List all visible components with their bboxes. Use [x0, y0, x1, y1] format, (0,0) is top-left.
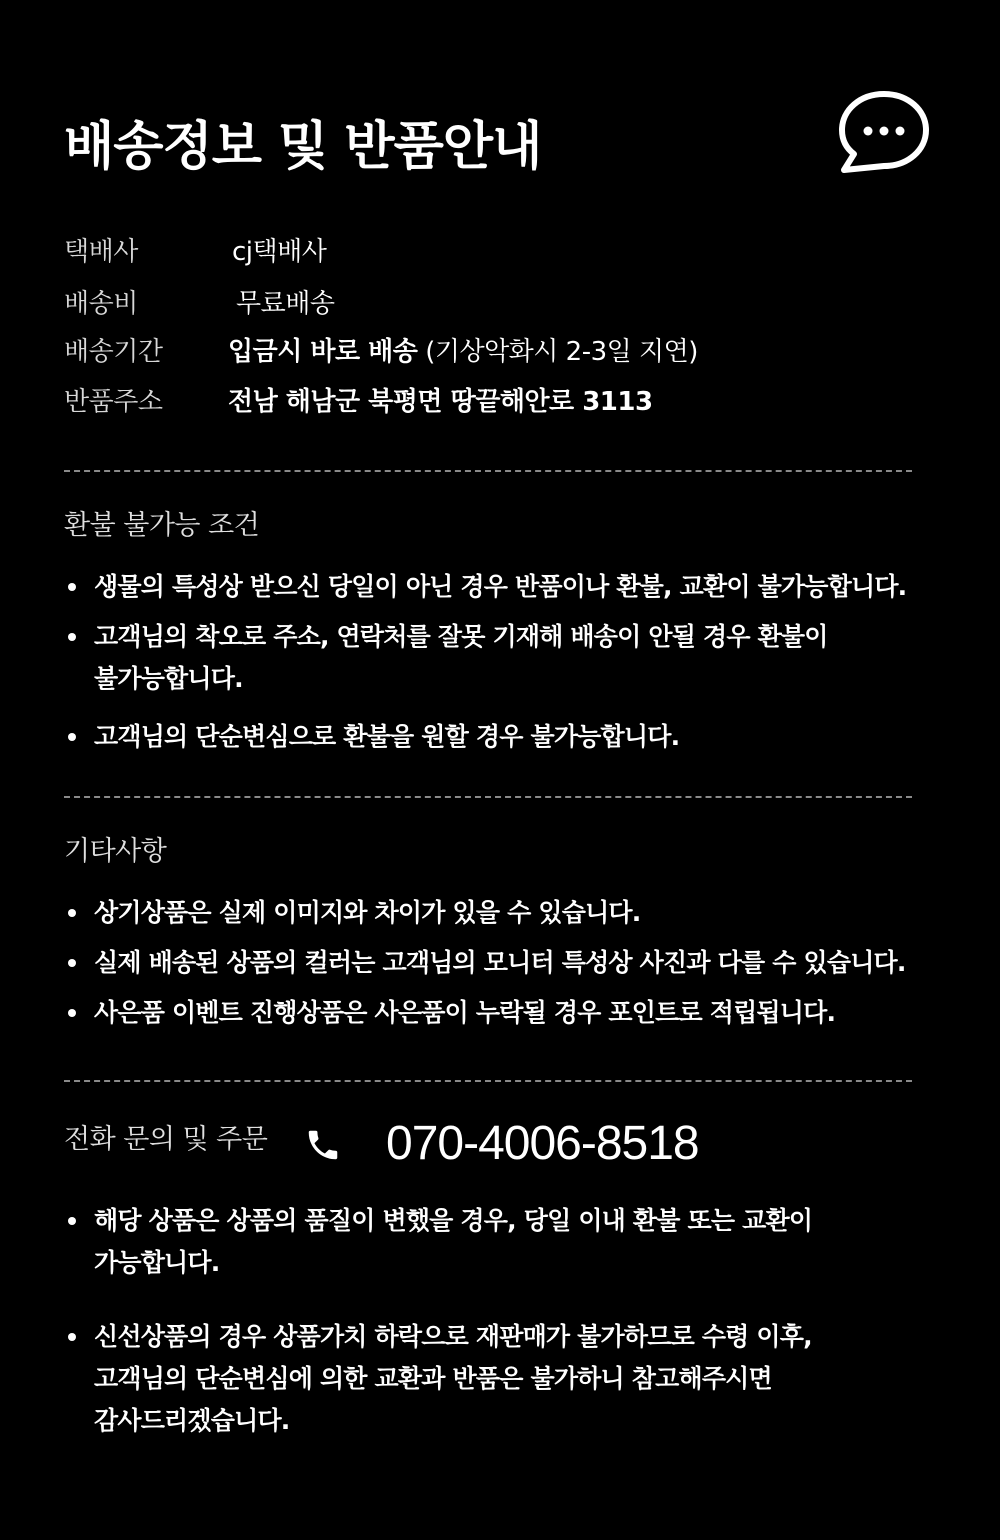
misc-title: 기타사항 — [64, 836, 167, 867]
period-value-note: (기상악화시 2-3일 지연) — [425, 337, 698, 367]
return-address-value: 전남 해남군 북평면 땅끝해안로 3113 — [228, 387, 653, 417]
list-item: 고객님의 단순변심으로 환불을 원할 경우 불가능합니다. — [64, 716, 964, 758]
list-item: 생물의 특성상 받으신 당일이 아닌 경우 반품이나 환불, 교환이 불가능합니다. — [64, 566, 964, 608]
bullet-icon — [68, 909, 76, 917]
list-item: 해당 상품은 상품의 품질이 변했을 경우, 당일 이내 환불 또는 교환이 가능합니다. — [64, 1200, 964, 1284]
refund-conditions-title: 환불 불가능 조건 — [64, 510, 260, 541]
list-item: 고객님의 착오로 주소, 연락처를 잘못 기재해 배송이 안될 경우 환불이 불가능합니다. — [64, 616, 964, 700]
fee-value: 무료배송 — [236, 289, 335, 319]
bullet-icon — [68, 733, 76, 741]
phone-row — [64, 1118, 924, 1178]
period-value — [228, 334, 698, 370]
divider — [64, 1080, 912, 1082]
list-item: 상기상품은 실제 이미지와 차이가 있을 수 있습니다. — [64, 892, 964, 934]
fee-label: 배송비 — [64, 289, 138, 319]
bullet-icon — [68, 959, 76, 967]
courier-label: 택배사 — [64, 237, 138, 267]
phone-icon — [304, 1126, 342, 1164]
list-item: 사은품 이벤트 진행상품은 사은품이 누락될 경우 포인트로 적립됩니다. — [64, 992, 964, 1034]
bullet-icon — [68, 1009, 76, 1017]
chat-bubble-icon — [826, 88, 930, 176]
divider — [64, 796, 912, 798]
divider — [64, 470, 912, 472]
bullet-icon — [68, 1217, 76, 1225]
list-item: 신선상품의 경우 상품가치 하락으로 재판매가 불가하므로 수령 이후, 고객님의 단순변심에 의한 교환과 반품은 불가하니 참고해주시면 감사드리겠습니다. — [64, 1316, 964, 1442]
page-title: 배송정보 및 반품안내 — [64, 117, 542, 177]
bullet-icon — [68, 583, 76, 591]
period-label: 배송기간 — [64, 337, 163, 367]
bullet-icon — [68, 1333, 76, 1341]
period-value-main: 입금시 바로 배송 — [228, 337, 418, 367]
phone-number[interactable]: 070-4006-8518 — [386, 1117, 699, 1170]
courier-value: cj택배사 — [232, 237, 327, 267]
list-item: 실제 배송된 상품의 컬러는 고객님의 모니터 특성상 사진과 다를 수 있습니다. — [64, 942, 964, 984]
bullet-icon — [68, 633, 76, 641]
return-address-label: 반품주소 — [64, 387, 163, 417]
phone-label: 전화 문의 및 주문 — [64, 1124, 268, 1155]
